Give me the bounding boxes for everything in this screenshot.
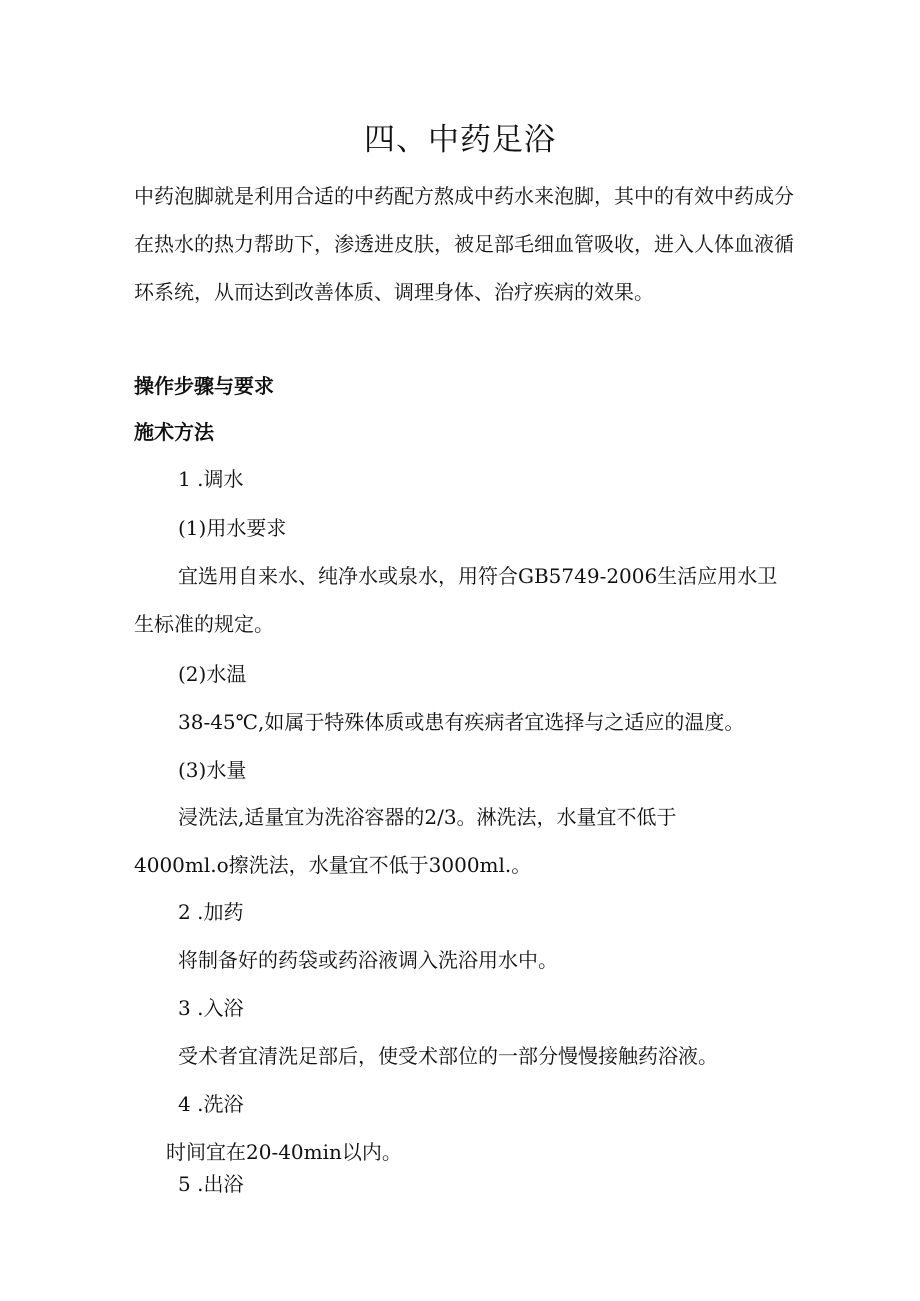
- step-4-text: 时间宜在20-40min以内。: [166, 1140, 402, 1164]
- step-1-sub-2-text: 38-45℃,如属于特殊体质或患有疾病者宜选择与之适应的温度。: [178, 710, 745, 734]
- step-1-heading: 1 .调水: [178, 467, 244, 491]
- intro-paragraph: 中药泡脚就是利用合适的中药配方熬成中药水来泡脚，其中的有效中药成分在热水的热力帮助下，渗透进皮肤，被足部毛细血管吸收，进入人体血液循环系统，从而达到改善体质、调理身体、治疗疾病的效果。: [134, 184, 794, 304]
- step-1-sub-3-heading: (3)水量: [178, 758, 247, 782]
- step-5-heading: 5 .出浴: [178, 1172, 244, 1196]
- step-3-heading: 3 .入浴: [178, 996, 244, 1020]
- step-1-sub-1-text: 宜选用自来水、纯净水或泉水，用符合GB5749-2006生活应用水卫生标准的规定。: [134, 564, 778, 636]
- step-1-sub-1-heading: (1)用水要求: [178, 516, 287, 540]
- step-1-sub-2-heading: (2)水温: [178, 662, 247, 686]
- step-2-heading: 2 .加药: [178, 900, 244, 924]
- step-3-text: 受术者宜清洗足部后，使受术部位的一部分慢慢接触药浴液。: [178, 1044, 718, 1068]
- step-1-sub-3-text-line-1: 浸洗法,适量宜为洗浴容器的2/3。淋洗法，水量宜不低于: [178, 805, 677, 829]
- section-heading-steps: 操作步骤与要求: [134, 374, 274, 398]
- step-2-text: 将制备好的药袋或药浴液调入洗浴用水中。: [178, 948, 558, 972]
- step-4-heading: 4 .洗浴: [178, 1092, 244, 1116]
- step-1-sub-3-text-line-2: 4000ml.o擦洗法，水量宜不低于3000ml.。: [134, 853, 532, 877]
- section-heading-method: 施术方法: [134, 420, 214, 444]
- page-title: 四、中药足浴: [364, 122, 556, 158]
